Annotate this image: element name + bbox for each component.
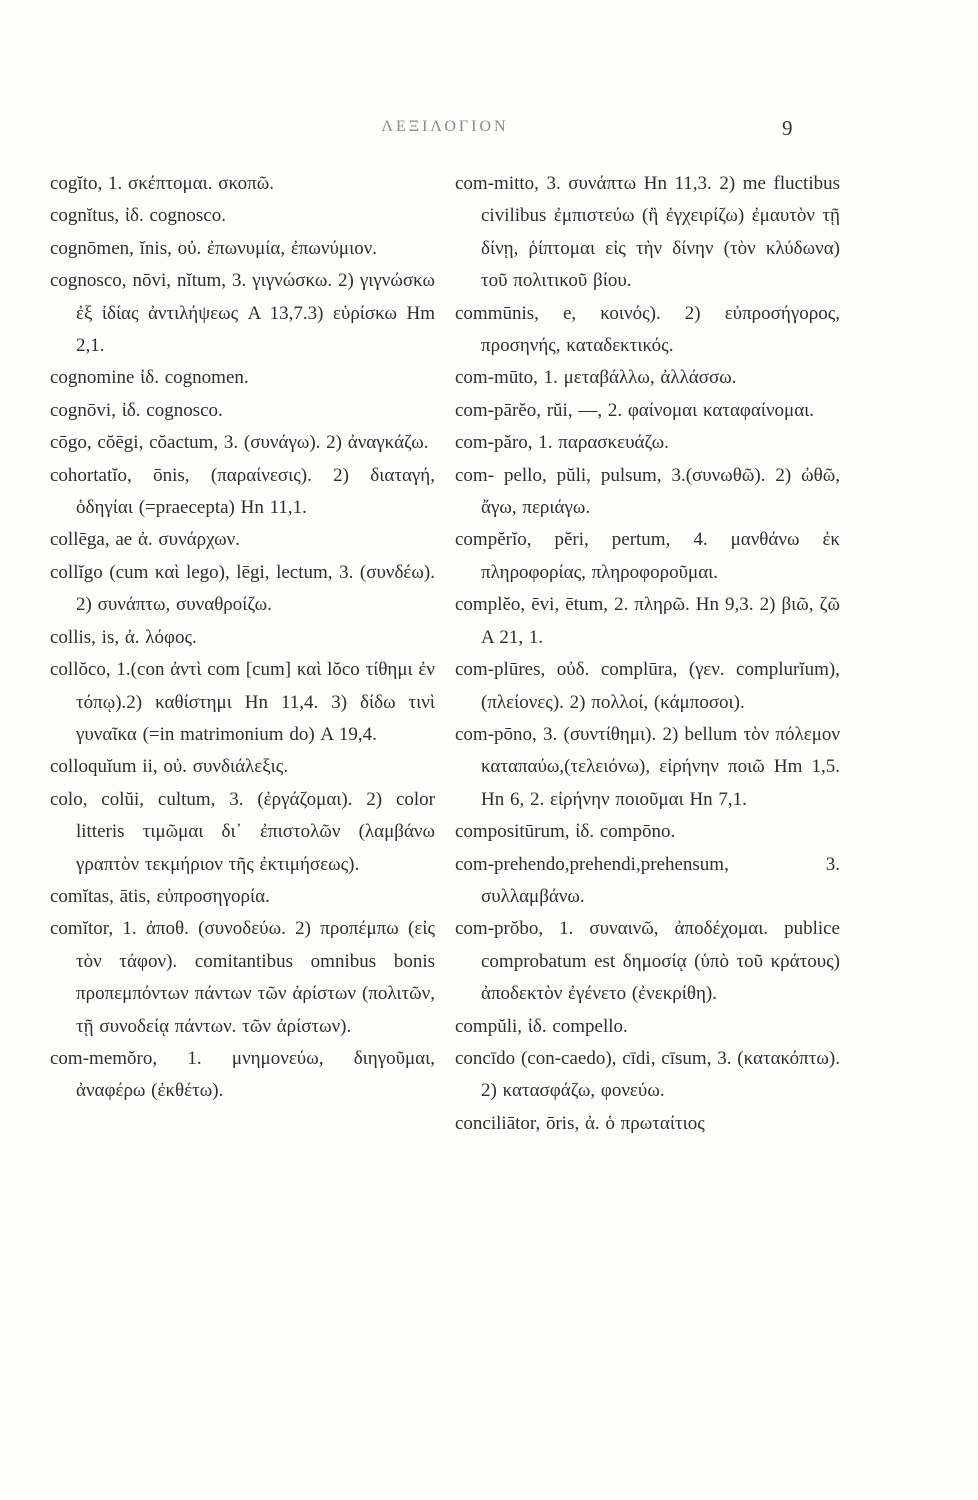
lexicon-entry: com-prehendo,prehendi,prehensum, 3. συλλαμβάνω. (455, 853, 840, 907)
lexicon-entry: compŭli, ἰδ. compello. (455, 1015, 628, 1037)
lexicon-entry: conciliātor, ōris, ἀ. ὁ πρωταίτιος (455, 1112, 705, 1134)
right-column (455, 168, 840, 1140)
lexicon-entry: com-mitto, 3. συνάπτω Hn 11,3. 2) me fluctibus civilibus ἐμπιστεύω (ἢ ἐγχειρίζω) ἐμαυτὸν τῇ δίνῃ, ῥίπτομαι εἰς τὴν δίνην (τὸν κλύδωνα) τοῦ πολιτικοῦ βίου. (455, 173, 840, 292)
running-header-title: ΛΕΞΙΛΟΓΙΟΝ (381, 118, 509, 135)
lexicon-entry: cohortatĭo, ōnis, (παραίνεσις). 2) διαταγή, ὁδηγίαι (=praecepta) Hn 11,1. (50, 464, 435, 519)
lexicon-entry: collĭgo (cum καὶ lego), lēgi, lectum, 3. (συνδέω). 2) συνάπτω, συναθροίζω. (50, 561, 435, 616)
lexicon-entry: cognosco, nōvi, nĭtum, 3. γιγνώσκω. 2) γιγνώσκω ἐξ ἰδίας ἀντιλήψεως A 13,7.3) εὑρίσκω Hm 2,1. (50, 270, 435, 357)
lexicon-entry: cognĭtus, ἰδ. cognosco. (50, 205, 226, 227)
page-number: 9 (782, 116, 793, 140)
lexicon-entry: collēga, ae ἀ. συνάρχων. (50, 529, 240, 551)
left-column (50, 168, 435, 1108)
lexicon-entry: com-pōno, 3. (συντίθημι). 2) bellum τὸν πόλεμον καταπαύω,(τελειόνω), εἰρήνην ποιῶ Hm 1,5. Hn 6, 2. εἰρήνην ποιοῦμαι Hn 7,1. (455, 723, 840, 810)
lexicon-entry: concīdo (con-caedo), cīdi, cīsum, 3. (κατακόπτω). 2) κατασφάζω, φονεύω. (455, 1047, 840, 1102)
lexicon-entry: comĭtor, 1. ἀποθ. (συνοδεύω. 2) προπέμπω (εἰς τὸν τάφον). comitantibus omnibus bonis προπεμπόντων πάντων τῶν ἀρίστων (πολιτῶν, τῇ συνοδείᾳ πάντων. τῶν ἀρίστων). (50, 918, 435, 1037)
lexicon-entry: com-plūres, οὐδ. complūra, (γεν. complurĭum),(πλείονες). 2) πολλοί, (κάμποσοι). (455, 659, 840, 713)
lexicon-entry: commūnis, e, κοινός). 2) εὐπροσήγορος, προσηνής, καταδεκτικός. (455, 302, 840, 357)
lexicon-entry: colloquĭum ii, οὐ. συνδιάλεξις. (50, 756, 289, 778)
lexicon-entry: compositūrum, ἰδ. compōno. (455, 821, 676, 843)
lexicon-entry: com-memŏro, 1. μνημονεύω, διηγοῦμαι, ἀναφέρω (ἐκθέτω). (50, 1047, 435, 1102)
lexicon-entry: collŏco, 1.(con ἀντὶ com [cum] καὶ lŏco τίθημι ἐν τόπῳ).2) καθίστημι Hn 11,4. 3) δίδω τινὶ γυναῖκα (=in matrimonium do) A 19,4. (50, 659, 435, 745)
lexicon-entry: cognōvi, ἰδ. cognosco. (50, 399, 223, 421)
lexicon-entry: com-prŏbo, 1. συναινῶ, ἀποδέχομαι. publice comprobatum est δημοσίᾳ (ὑπὸ τοῦ κράτους) ἀποδεκτὸν ἐγένετο (ἐνεκρίθη). (455, 918, 840, 1005)
lexicon-entry: com- pello, pŭli, pulsum, 3.(συνωθῶ). 2) ὠθῶ, ἄγω, περιάγω. (455, 464, 840, 519)
lexicon-entry: com-păro, 1. παρασκευάζω. (455, 432, 669, 454)
lexicon-entry: comĭtas, ātis, εὐπροσηγορία. (50, 885, 270, 907)
lexicon-entry: collis, is, ἀ. λόφος. (50, 626, 197, 648)
lexicon-entry: com-mūto, 1. μεταβάλλω, ἀλλάσσω. (455, 367, 737, 389)
lexicon-entry: compĕrĭo, pĕri, pertum, 4. μανθάνω ἐκ πληροφορίας, πληροφοροῦμαι. (455, 529, 840, 583)
lexicon-entry: com-pārĕo, rŭi, —, 2. φαίνομαι καταφαίνομαι. (455, 399, 815, 421)
lexicon-entry: cōgo, cŏēgi, cŏactum, 3. (συνάγω). 2) ἀναγκάζω. (50, 432, 429, 454)
lexicon-entry: complĕo, ēvi, ētum, 2. πληρῶ. Hn 9,3. 2) βιῶ, ζῶ A 21, 1. (455, 594, 840, 648)
lexicon-entry: cogĭto, 1. σκέπτομαι. σκοπῶ. (50, 173, 275, 194)
lexicon-entry: cognomine ἰδ. cognomen. (50, 367, 249, 389)
lexicon-entry: cognōmen, ĭnis, οὐ. ἐπωνυμία, ἐπωνύμιον. (50, 237, 378, 259)
lexicon-entry: colo, colŭi, cultum, 3. (ἐργάζομαι). 2) color litteris τιμῶμαι δι᾽ ἐπιστολῶν (λαμβάνω γραπτὸν τεκμήριον τῆς ἐκτιμήσεως). (50, 788, 435, 875)
